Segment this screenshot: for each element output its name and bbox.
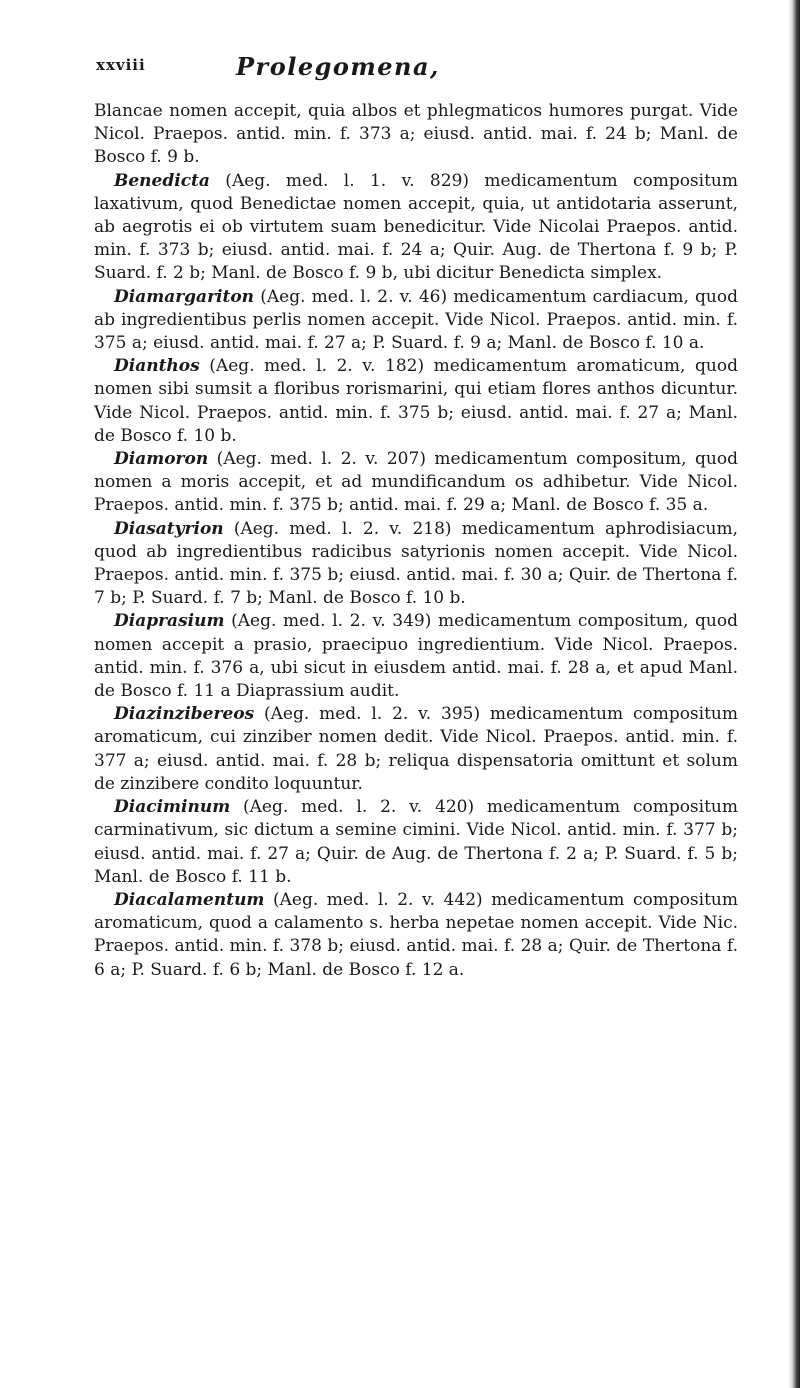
entry-diasatyrion [94,518,738,611]
entry-headword: Diamoron [114,449,209,470]
running-title: Prolegomena, [236,52,440,81]
entry-diacalamentum [94,889,738,982]
entry-text: (Aeg. med. l. 2. v. 395) medicamentum compositum aromaticum, cui zinziber nomen dedit. Vide Nicol. Praepos. antid. min. f. 377 a; eiusd. antid. mai. f. 28 b; reliqua dispensatoria omittunt et solum de zinzibere condito loquuntur. [94,704,738,794]
entry-text: (Aeg. med. l. 2. v. 218) medicamentum aphrodisiacum, quod ab ingredientibus radicibus satyrionis nomen accepit. Vide Nicol. Praepos. antid. min. f. 375 b; eiusd. antid. mai. f. 30 a; Quir. de Thertona f. 7 b; P. Suard. f. 7 b; Manl. de Bosco f. 10 b. [94,518,738,609]
entry-headword: Dianthos [114,356,200,377]
entry-diaciminum [94,796,738,889]
entry-text: (Aeg. med. l. 1. v. 829) medicamentum compositum laxativum, quod Benedictae nomen accepit, quia, ut antidotaria asserunt, ab aegrotis ei ob virtutem suam benedicitur. Vide Nicolai Praepos. antid. min. f. 373 b; eiusd. antid. mai. f. 24 a; Quir. Aug. de Thertona f. 9 b; P. Suard. f. 2 b; Manl. de Bosco f. 9 b, ubi dicitur Benedicta simplex. [94,170,738,284]
entry-diamoron [94,448,738,518]
entry-text: Blancae nomen accepit, quia albos et phlegmaticos humores purgat. Vide Nicol. Praepos. antid. min. f. 373 a; eiusd. antid. mai. f. 24 b; Manl. de Bosco f. 9 b. [94,101,738,168]
entry-headword: Benedicta [114,170,210,191]
entry-headword: Diaprasium [114,611,225,632]
entry-benedicta [94,170,738,286]
body-text [94,100,738,982]
entry-blancae [94,100,738,170]
entry-text: (Aeg. med. l. 2. v. 442) medicamentum compositum aromaticum, quod a calamento s. herba nepetae nomen accepit. Vide Nic. Praepos. antid. min. f. 378 b; eiusd. antid. mai. f. 28 a; Quir. de Thertona f. 6 a; P. Suard. f. 6 b; Manl. de Bosco f. 12 a. [94,889,738,980]
entry-diamargariton [94,286,738,356]
entry-dianthos [94,355,738,448]
entry-text: (Aeg. med. l. 2. v. 182) medicamentum aromaticum, quod nomen sibi sumsit a floribus rorismarini, qui etiam flores anthos dicuntur. Vide Nicol. Praepos. antid. min. f. 375 b; eiusd. antid. mai. f. 27 a; Manl. de Bosco f. 10 b. [94,356,738,446]
page-number: xxviii [96,56,146,74]
entry-headword: Diamargariton [114,286,255,307]
page-edge-shadow [788,0,800,1388]
entry-headword: Diacalamentum [114,889,265,910]
entry-headword: Diaciminum [114,797,231,818]
entry-text: (Aeg. med. l. 2. v. 207) medicamentum compositum, quod nomen a moris accepit, et ad mundificandum os adhibetur. Vide Nicol. Praepos. antid. min. f. 375 b; antid. mai. f. 29 a; Manl. de Bosco f. 35 a. [94,449,738,516]
page-header [96,52,736,86]
entry-text: (Aeg. med. l. 2. v. 46) medicamentum cardiacum, quod ab ingredientibus perlis nomen accepit. Vide Nicol. Praepos. antid. min. f. 375 a; eiusd. antid. mai. f. 27 a; P. Suard. f. 9 a; Manl. de Bosco f. 10 a. [94,286,738,354]
entry-diazinzibereos [94,703,738,796]
entry-headword: Diazinzibereos [114,704,255,725]
entry-text: (Aeg. med. l. 2. v. 420) medicamentum compositum carminativum, sic dictum a semine cimini. Vide Nicol. antid. min. f. 377 b; eiusd. antid. mai. f. 27 a; Quir. de Aug. de Thertona f. 2 a; P. Suard. f. 5 b; Manl. de Bosco f. 11 b. [94,797,738,887]
entry-text: (Aeg. med. l. 2. v. 349) medicamentum compositum, quod nomen accepit a prasio, praecipuo ingredientium. Vide Nicol. Praepos. antid. min. f. 376 a, ubi sicut in eiusdem antid. mai. f. 28 a, et apud Manl. de Bosco f. 11 a Diaprassium audit. [94,611,738,702]
entry-headword: Diasatyrion [114,518,224,539]
entry-diaprasium [94,610,738,703]
